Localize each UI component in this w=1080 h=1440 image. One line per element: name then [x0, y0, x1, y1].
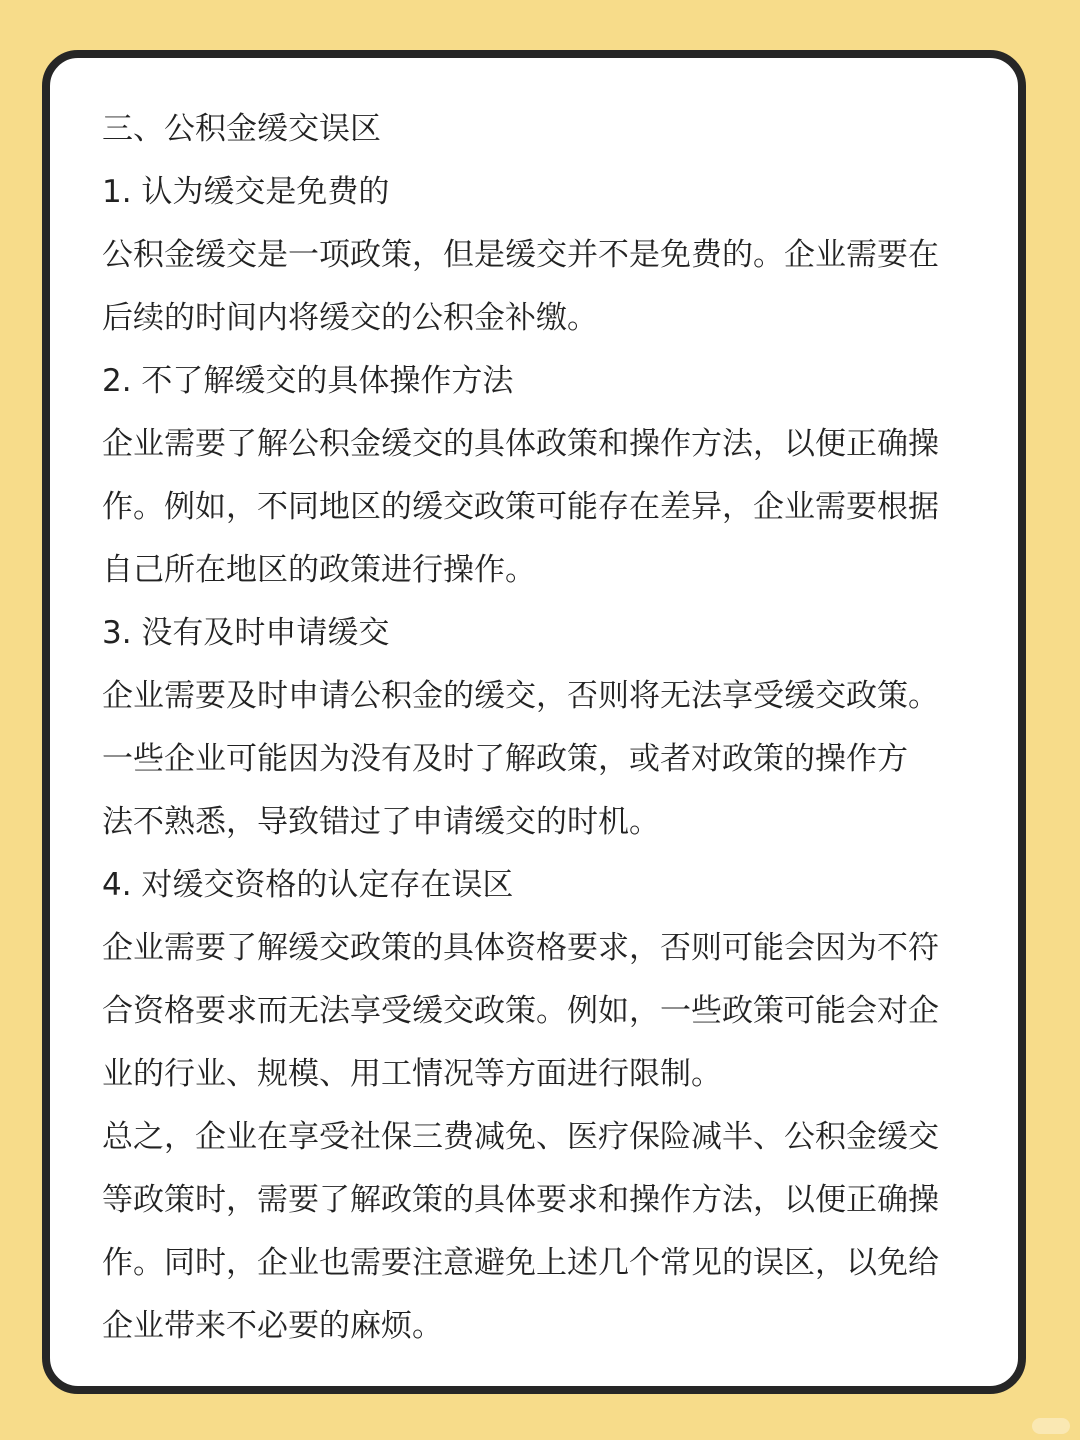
paragraph-line: 公积金缓交是一项政策，但是缓交并不是免费的。企业需要在 — [102, 237, 939, 273]
article-body — [102, 98, 1022, 1358]
item-1-heading: 1. 认为缓交是免费的 — [102, 174, 390, 210]
text-card — [42, 50, 1026, 1394]
summary-line: 企业带来不必要的麻烦。 — [102, 1308, 443, 1344]
paragraph-line: 企业需要及时申请公积金的缓交，否则将无法享受缓交政策。 — [102, 678, 939, 714]
item-3-heading: 3. 没有及时申请缓交 — [102, 615, 390, 651]
summary-line: 等政策时，需要了解政策的具体要求和操作方法，以便正确操 — [102, 1182, 939, 1218]
paragraph-line: 后续的时间内将缓交的公积金补缴。 — [102, 300, 598, 336]
paragraph-line: 法不熟悉，导致错过了申请缓交的时机。 — [102, 804, 660, 840]
paragraph-line: 自己所在地区的政策进行操作。 — [102, 552, 536, 588]
paragraph-line: 企业需要了解公积金缓交的具体政策和操作方法，以便正确操 — [102, 426, 939, 462]
paragraph-line: 合资格要求而无法享受缓交政策。例如，一些政策可能会对企 — [102, 993, 939, 1029]
paragraph-line: 一些企业可能因为没有及时了解政策，或者对政策的操作方 — [102, 741, 908, 777]
paragraph-line: 作。例如，不同地区的缓交政策可能存在差异，企业需要根据 — [102, 489, 939, 525]
item-2-heading: 2. 不了解缓交的具体操作方法 — [102, 363, 514, 399]
paragraph-line: 企业需要了解缓交政策的具体资格要求，否则可能会因为不符 — [102, 930, 939, 966]
watermark-mark — [1032, 1418, 1070, 1434]
paragraph-line: 业的行业、规模、用工情况等方面进行限制。 — [102, 1056, 722, 1092]
item-4-heading: 4. 对缓交资格的认定存在误区 — [102, 867, 514, 903]
summary-line: 作。同时，企业也需要注意避免上述几个常见的误区，以免给 — [102, 1245, 939, 1281]
section-heading: 三、公积金缓交误区 — [102, 111, 381, 147]
summary-line: 总之，企业在享受社保三费减免、医疗保险减半、公积金缓交 — [102, 1119, 939, 1155]
